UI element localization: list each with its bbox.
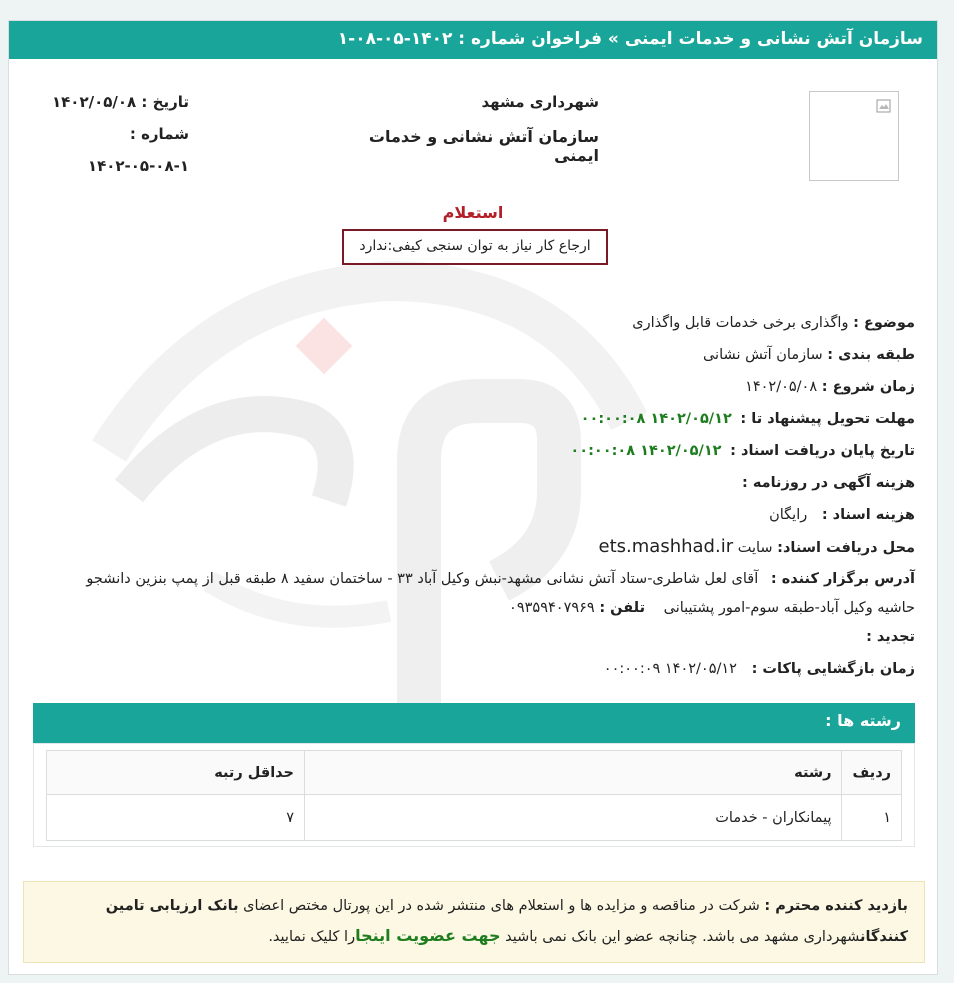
detail-subject — [69, 309, 915, 341]
address-label: آدرس برگزار کننده : — [770, 571, 915, 587]
doc-place-label: محل دریافت اسناد: — [777, 540, 915, 556]
detail-opening — [69, 655, 915, 687]
detail-address — [69, 565, 915, 623]
ad-cost-label: هزینه آگهی در روزنامه : — [741, 475, 915, 491]
detail-doc-cost — [69, 501, 915, 533]
cell-field: پیمانکاران - خدمات — [305, 795, 842, 841]
sections-table — [46, 750, 902, 841]
membership-notice — [23, 881, 925, 963]
sections-title: رشته ها : — [825, 711, 901, 730]
doc-place-site: ets.mashhad.ir — [598, 536, 734, 557]
announcement-page — [8, 20, 938, 975]
column-header-min-rank: حداقل رتبه — [47, 751, 305, 795]
sections-table-container — [33, 743, 915, 847]
notice-bank-name: بانک ارزیابی تامین کنندگان — [105, 898, 908, 945]
doc-cost-label: هزینه اسناد : — [821, 507, 915, 523]
opening-label: زمان بازگشایی پاکات : — [751, 661, 915, 677]
detail-start — [69, 373, 915, 405]
sections-header-bar — [33, 703, 915, 743]
renewal-label: تجدید : — [866, 629, 915, 645]
start-value: ۱۴۰۲/۰۵/۰۸ — [745, 379, 818, 395]
quality-assessment-note: ارجاع کار نیاز به توان سنجی کیفی:ندارد — [342, 229, 608, 265]
doc-place-value: سایت — [737, 540, 773, 556]
category-label: طبقه بندی : — [827, 347, 915, 363]
page-title: سازمان آتش نشانی و خدمات ایمنی » فراخوان شماره : ۱۴۰۲-۰۵-۰۸-۱ — [337, 29, 923, 49]
announcement-meta — [39, 93, 189, 189]
detail-ad-cost — [69, 469, 915, 501]
detail-renewal — [69, 623, 915, 655]
column-header-row-number: ردیف — [842, 751, 902, 795]
detail-docs-end — [69, 437, 915, 469]
start-label: زمان شروع : — [821, 379, 915, 395]
category-value: سازمان آتش نشانی — [702, 347, 823, 363]
department-name: سازمان آتش نشانی و خدمات ایمنی — [368, 127, 599, 165]
inquiry-title: استعلام — [442, 203, 504, 222]
docs-end-label: تاریخ پایان دریافت اسناد : — [730, 443, 915, 459]
table-header-row — [47, 751, 902, 795]
notice-text-3: را کلیک نمایید. — [268, 929, 356, 945]
detail-proposal-deadline — [69, 405, 915, 437]
table-row — [47, 795, 902, 841]
notice-text-2: شهرداری مشهد می باشد. چنانچه عضو این بانک نمی باشید — [505, 929, 861, 945]
detail-category — [69, 341, 915, 373]
announcement-number-label: شماره : — [129, 125, 189, 143]
proposal-deadline-value: ۱۴۰۲/۰۵/۱۲ ۰۰:۰۰:۰۸ — [580, 411, 732, 427]
docs-end-value: ۱۴۰۲/۰۵/۱۲ ۰۰:۰۰:۰۸ — [570, 443, 722, 459]
cell-min-rank: ۷ — [47, 795, 305, 841]
opening-value: ۱۴۰۲/۰۵/۱۲ ۰۰:۰۰:۰۹ — [603, 661, 737, 677]
proposal-deadline-label: مهلت تحویل پیشنهاد تا : — [740, 411, 915, 427]
announcement-details — [69, 309, 915, 687]
column-header-field: رشته — [305, 751, 842, 795]
municipality-name: شهرداری مشهد — [481, 93, 599, 111]
announcement-date: تاریخ : ۱۴۰۲/۰۵/۰۸ — [52, 93, 189, 111]
cell-row-number: ۱ — [842, 795, 902, 841]
membership-link[interactable]: جهت عضویت اینجا — [355, 926, 501, 945]
address-value: آقای لعل شاطری-ستاد آتش نشانی مشهد-نبش وکیل آباد ۳۳ - ساختمان سفید ۸ طبقه قبل از پمپ بنزین دانشجو حاشیه وکیل آباد-طبقه سوم-امور پشتیبانی — [86, 571, 915, 616]
detail-doc-place — [69, 533, 915, 565]
doc-cost-value: رایگان — [769, 507, 808, 523]
notice-intro: بازدید کننده محترم : — [764, 898, 908, 914]
notice-text-1: شرکت در مناقصه و مزایده ها و استعلام های منتشر شده در این پورتال مختص اعضای — [243, 898, 760, 914]
organization-name — [339, 93, 599, 165]
subject-value: واگذاری برخی خدمات قابل واگذاری — [632, 315, 849, 331]
subject-label: موضوع : — [853, 315, 915, 331]
announcement-number: ۱۴۰۲-۰۵-۰۸-۱ — [87, 157, 189, 175]
broken-image-icon — [876, 98, 892, 114]
organization-logo — [809, 91, 899, 181]
phone-value: ۰۹۳۵۹۴۰۷۹۶۹ — [509, 600, 595, 616]
page-header-bar — [9, 21, 937, 59]
phone-label: تلفن : — [599, 600, 646, 616]
